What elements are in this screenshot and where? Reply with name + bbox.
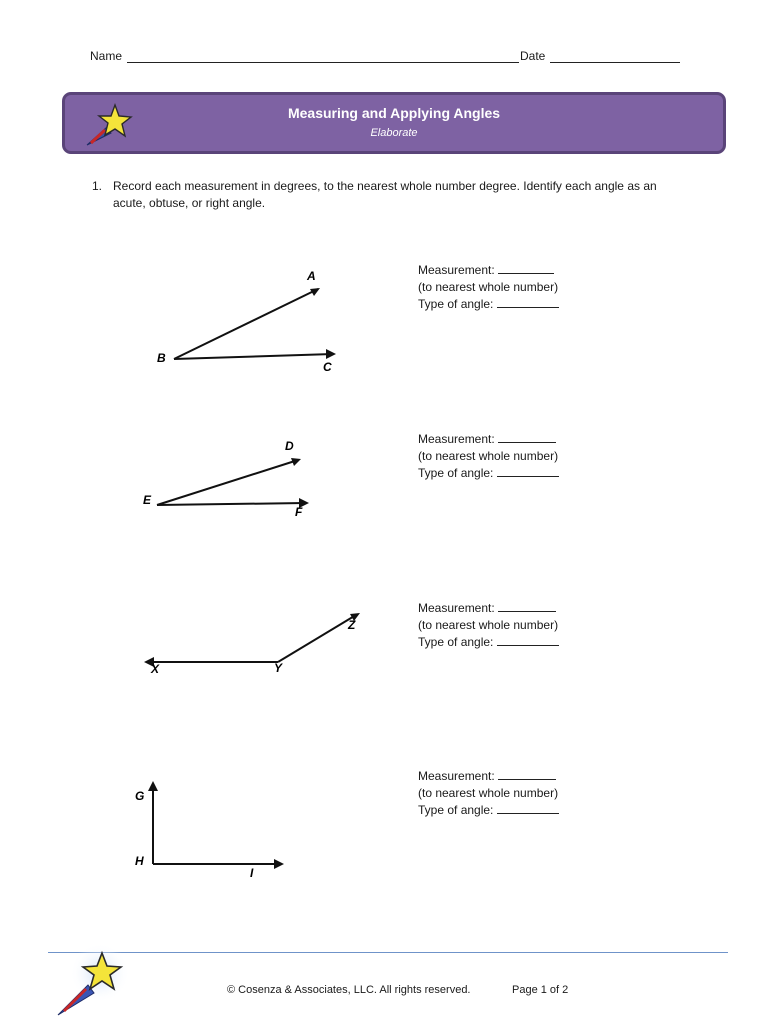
arrow-c-icon	[326, 349, 336, 359]
measurement-label: Measurement:	[418, 263, 495, 277]
type-field[interactable]	[497, 802, 559, 814]
star-rocket-logo-icon	[52, 945, 138, 1021]
measurement-field[interactable]	[498, 262, 554, 274]
answer-block-2	[418, 431, 638, 482]
nearest-note: (to nearest whole number)	[418, 786, 559, 800]
date-label: Date	[520, 49, 546, 63]
worksheet-subtitle: Elaborate	[370, 127, 418, 139]
point-label-f: F	[295, 505, 303, 519]
measurement-field[interactable]	[498, 431, 556, 443]
measurement-label: Measurement:	[418, 601, 495, 615]
point-label-g: G	[135, 789, 145, 803]
title-banner	[62, 92, 726, 154]
answer-block-3	[418, 600, 638, 651]
type-label: Type of angle:	[418, 466, 494, 480]
measurement-field[interactable]	[498, 600, 556, 612]
type-label: Type of angle:	[418, 635, 494, 649]
angle-ghi-figure	[120, 772, 380, 912]
copyright-text: © Cosenza & Associates, LLC. All rights reserved.	[227, 984, 471, 996]
angle-xyz-figure	[120, 600, 380, 740]
point-label-b: B	[157, 351, 166, 365]
point-label-h: H	[135, 854, 144, 868]
ray-ef	[157, 503, 305, 505]
type-field[interactable]	[497, 296, 559, 308]
point-label-y: Y	[274, 661, 283, 675]
footer-divider	[48, 952, 728, 953]
name-label: Name	[90, 49, 123, 63]
worksheet-title: Measuring and Applying Angles	[287, 105, 501, 121]
ray-bc	[174, 354, 333, 359]
angle-abc-figure	[120, 258, 380, 398]
date-field[interactable]	[550, 62, 680, 63]
nearest-note: (to nearest whole number)	[418, 280, 559, 294]
point-label-d: D	[285, 439, 294, 453]
nearest-note: (to nearest whole number)	[418, 449, 559, 463]
name-field[interactable]	[127, 62, 519, 63]
ray-ed	[157, 460, 298, 505]
answer-block-1	[418, 262, 638, 313]
point-label-x: X	[151, 662, 160, 676]
point-label-c: C	[323, 360, 332, 374]
question-number: 1.	[92, 179, 103, 193]
arrow-g-icon	[148, 781, 158, 791]
answer-block-4	[418, 768, 638, 819]
type-field[interactable]	[497, 465, 559, 477]
measurement-label: Measurement:	[418, 769, 495, 783]
point-label-a: A	[307, 269, 316, 283]
type-label: Type of angle:	[418, 803, 494, 817]
type-label: Type of angle:	[418, 297, 494, 311]
point-label-e: E	[143, 493, 152, 507]
angle-def-figure	[120, 432, 380, 572]
ray-yz	[278, 615, 356, 662]
question-text: Record each measurement in degrees, to the nearest whole number degree. Identify each angle as an acute, obtuse, or right angle.	[113, 179, 657, 210]
nearest-note: (to nearest whole number)	[418, 618, 559, 632]
point-label-i: I	[250, 866, 254, 880]
arrow-d-icon	[291, 458, 301, 466]
type-field[interactable]	[497, 634, 559, 646]
name-date-line	[90, 47, 682, 69]
page-number: Page 1 of 2	[512, 984, 569, 996]
point-label-z: Z	[348, 618, 356, 632]
measurement-field[interactable]	[498, 768, 556, 780]
measurement-label: Measurement:	[418, 432, 495, 446]
ray-ba	[174, 289, 318, 359]
arrow-i-icon	[274, 859, 284, 869]
